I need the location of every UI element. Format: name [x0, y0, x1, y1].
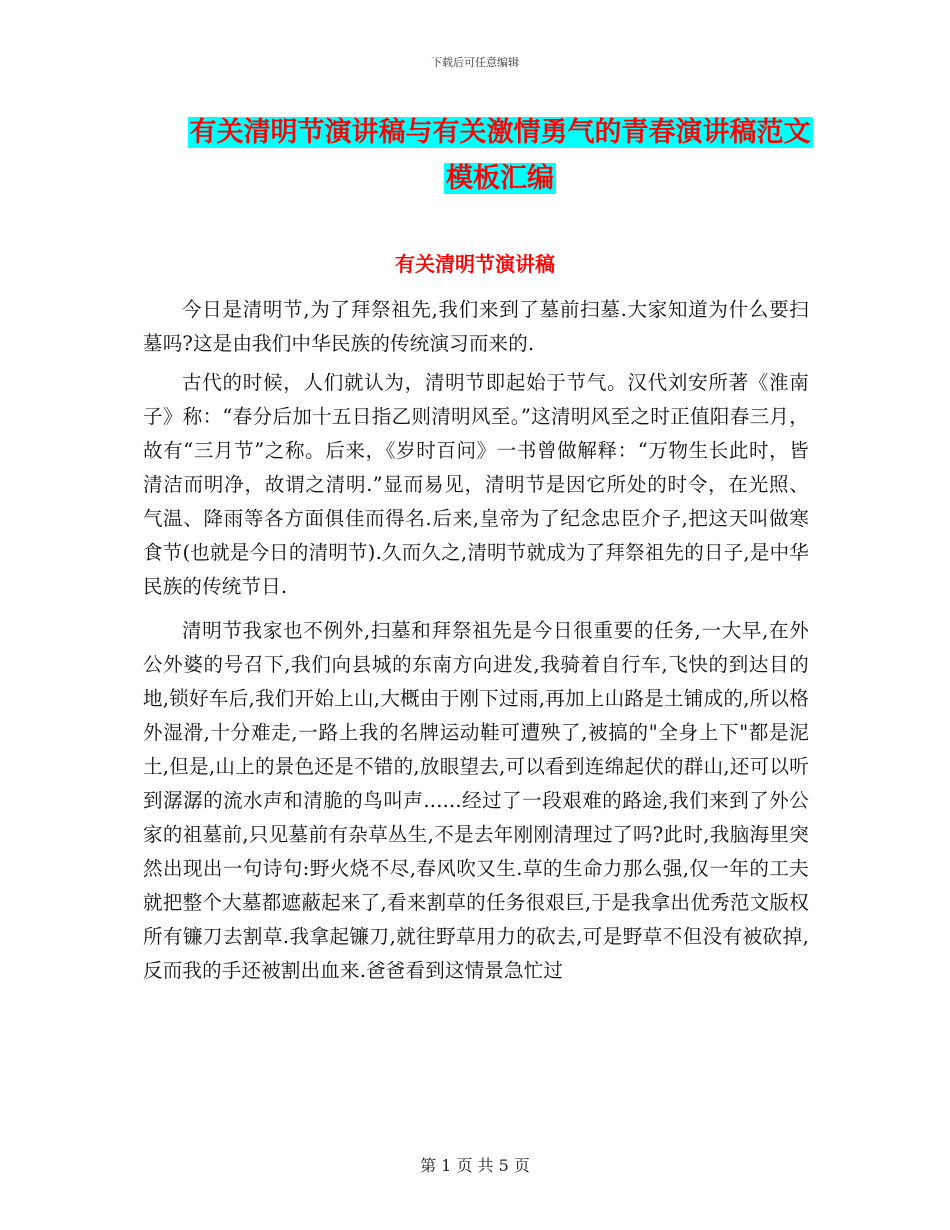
document-title-line-1: 有关清明节演讲稿与有关激情勇气的青春演讲稿范文	[189, 117, 811, 148]
paragraph-1: 今日是清明节,为了拜祭祖先,我们来到了墓前扫墓.大家知道为什么要扫墓吗?这是由我们中华民族的传统演习而来的.	[143, 298, 809, 355]
section-title: 有关清明节演讲稿	[395, 252, 555, 276]
paragraph-2: 古代的时候，人们就认为，清明节即起始于节气。汉代刘安所著《淮南子》称：“春分后加十五日指乙则清明风至。”这清明风至之时正值阳春三月，故有“三月节”之称。后来，《岁时百问》一书曾做解释：“万物生长此时，皆清洁而明净，故谓之清明.”显而易见，清明节是因它所处的时令，在光照、气温、降雨等各方面俱佳而得名.后来,皇帝为了纪念忠臣介子,把这天叫做寒食节(也就是今日的清明节).久而久之,清明节就成为了拜祭祖先的日子,是中华民族的传统节日.	[143, 371, 809, 598]
document-title-line-2: 模板汇编	[446, 163, 554, 194]
document-body	[143, 293, 809, 993]
page-footer: 第 1 页 共 5 页	[420, 1156, 530, 1175]
paragraph-3: 清明节我家也不例外,扫墓和拜祭祖先是今日很重要的任务,一大早,在外公外婆的号召下,我们向县城的东南方向进发,我骑着自行车,飞快的到达目的地,锁好车后,我们开始上山,大概由于刚下过雨,再加上山路是土铺成的,所以格外湿滑,十分难走,一路上我的名牌运动鞋可遭殃了,被搞的"全身上下"都是泥土,但是,山上的景色还是不错的,放眼望去,可以看到连绵起伏的群山,还可以听到潺潺的流水声和清脆的鸟叫声......经过了一段艰难的路途,我们来到了外公家的祖墓前,只见墓前有杂草丛生,不是去年刚刚清理过了吗?此时,我脑海里突然出现出一句诗句:野火烧不尽,春风吹又生.草的生命力那么强,仅一年的工夫就把整个大墓都遮蔽起来了,看来割草的任务很艰巨,于是我拿出优秀范文版权所有镰刀去割草.我拿起镰刀,就往野草用力的砍去,可是野草不但没有被砍掉,反而我的手还被割出血来.爸爸看到这情景急忙过	[143, 619, 809, 982]
page-header: 下载后可任意编辑	[431, 56, 519, 69]
document-title	[150, 110, 850, 202]
